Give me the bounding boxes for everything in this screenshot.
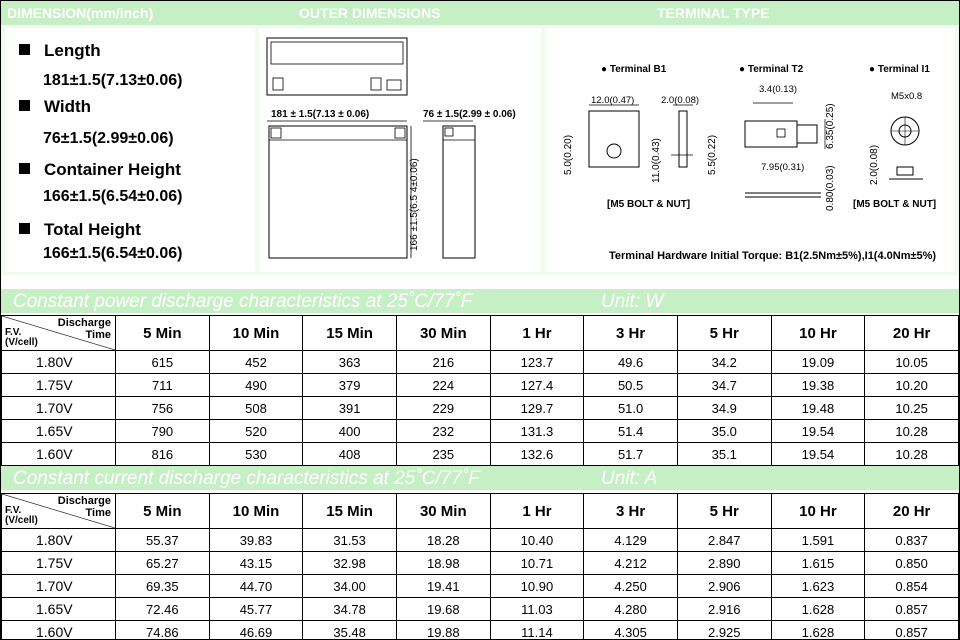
table-cell: 391 bbox=[303, 397, 397, 420]
table-cell: 229 bbox=[396, 397, 490, 420]
table-cell: 216 bbox=[396, 351, 490, 374]
column-header: 10 Min bbox=[209, 494, 303, 529]
b1-thickness-dim: 2.0(0.08) bbox=[661, 95, 700, 106]
table-cell: 4.280 bbox=[584, 598, 678, 621]
table-cell: 1.623 bbox=[771, 575, 865, 598]
table-cell: 10.40 bbox=[490, 529, 584, 552]
table-cell: 65.27 bbox=[116, 552, 210, 575]
final-voltage-cell: 1.80V bbox=[2, 351, 116, 374]
dimension-area bbox=[1, 25, 959, 275]
outer-width-dim: 76 ± 1.5(2.99 ± 0.06) bbox=[423, 109, 516, 120]
current-corner-cell: Discharge Time F.V. (V/cell) bbox=[2, 494, 116, 529]
table-cell: 127.4 bbox=[490, 374, 584, 397]
table-cell: 46.69 bbox=[209, 621, 303, 640]
table-cell: 508 bbox=[209, 397, 303, 420]
table-row bbox=[2, 374, 959, 397]
column-header: 20 Hr bbox=[865, 316, 959, 351]
current-table-unit: Unit: A bbox=[601, 468, 658, 489]
final-voltage-cell: 1.75V bbox=[2, 552, 116, 575]
current-table-title: Constant current discharge characteristics at 25˚C/77˚F bbox=[13, 468, 480, 489]
table-cell: 10.05 bbox=[865, 351, 959, 374]
final-voltage-cell: 1.65V bbox=[2, 598, 116, 621]
table-cell: 18.28 bbox=[396, 529, 490, 552]
table-cell: 1.591 bbox=[771, 529, 865, 552]
column-header: 15 Min bbox=[303, 316, 397, 351]
table-cell: 19.41 bbox=[396, 575, 490, 598]
t2-top-dim: 3.4(0.13) bbox=[759, 84, 798, 95]
table-cell: 19.54 bbox=[771, 420, 865, 443]
table-cell: 19.09 bbox=[771, 351, 865, 374]
total-height-heading: Total Height bbox=[19, 220, 141, 240]
i1-bolt-dim: M5x0.8 bbox=[891, 91, 923, 102]
table-cell: 131.3 bbox=[490, 420, 584, 443]
table-cell: 452 bbox=[209, 351, 303, 374]
outer-dimensions-title: OUTER DIMENSIONS bbox=[299, 5, 441, 21]
terminal-type-title: TERMINAL TYPE bbox=[657, 5, 770, 21]
table-cell: 615 bbox=[116, 351, 210, 374]
final-voltage-cell: 1.80V bbox=[2, 529, 116, 552]
table-cell: 0.857 bbox=[865, 621, 959, 640]
table-cell: 0.850 bbox=[865, 552, 959, 575]
power-table-title: Constant power discharge characteristics at 25˚C/77˚F bbox=[13, 291, 473, 312]
dimension-title: DIMENSION(mm/inch) bbox=[7, 5, 154, 21]
terminal-i1-title: ● Terminal I1 bbox=[869, 64, 930, 75]
table-cell: 2.890 bbox=[677, 552, 771, 575]
t2-thickness-dim: 0.80(0.03) bbox=[825, 165, 836, 211]
power-corner-cell: Discharge Time F.V. (V/cell) bbox=[2, 316, 116, 351]
final-voltage-cell: 1.65V bbox=[2, 420, 116, 443]
table-cell: 235 bbox=[396, 443, 490, 466]
table-cell: 74.86 bbox=[116, 621, 210, 640]
final-voltage-cell: 1.70V bbox=[2, 397, 116, 420]
column-header: 1 Hr bbox=[490, 494, 584, 529]
b1-hole-dim: 5.0(0.20) bbox=[563, 134, 574, 175]
column-header: 10 Hr bbox=[771, 316, 865, 351]
column-header: 5 Hr bbox=[677, 316, 771, 351]
terminal-t2-title: ● Terminal T2 bbox=[739, 64, 804, 75]
table-cell: 10.71 bbox=[490, 552, 584, 575]
table-row bbox=[2, 575, 959, 598]
table-row bbox=[2, 598, 959, 621]
width-value: 76±1.5(2.99±0.06) bbox=[43, 130, 174, 147]
table-cell: 31.53 bbox=[303, 529, 397, 552]
table-cell: 4.305 bbox=[584, 621, 678, 640]
table-cell: 408 bbox=[303, 443, 397, 466]
table-cell: 39.83 bbox=[209, 529, 303, 552]
header-bar bbox=[1, 1, 959, 25]
column-header: 30 Min bbox=[396, 494, 490, 529]
table-cell: 34.7 bbox=[677, 374, 771, 397]
table-cell: 490 bbox=[209, 374, 303, 397]
total-height-value: 166±1.5(6.54±0.06) bbox=[43, 245, 183, 262]
table-cell: 49.6 bbox=[584, 351, 678, 374]
table-cell: 232 bbox=[396, 420, 490, 443]
table-cell: 2.906 bbox=[677, 575, 771, 598]
table-cell: 10.90 bbox=[490, 575, 584, 598]
b1-side-dim: 5.5(0.22) bbox=[707, 134, 718, 175]
table-cell: 2.925 bbox=[677, 621, 771, 640]
outer-length-dim: 181 ± 1.5(7.13 ± 0.06) bbox=[271, 109, 370, 120]
b1-width-dim: 12.0(0.47) bbox=[591, 95, 635, 106]
table-cell: 2.916 bbox=[677, 598, 771, 621]
table-cell: 34.00 bbox=[303, 575, 397, 598]
table-cell: 55.37 bbox=[116, 529, 210, 552]
column-header: 10 Hr bbox=[771, 494, 865, 529]
table-row bbox=[2, 351, 959, 374]
container-height-heading: Container Height bbox=[19, 160, 181, 180]
table-cell: 51.4 bbox=[584, 420, 678, 443]
current-table-bar bbox=[1, 466, 959, 490]
column-header: 3 Hr bbox=[584, 494, 678, 529]
i1-note: [M5 BOLT & NUT] bbox=[853, 199, 937, 210]
table-cell: 10.28 bbox=[865, 443, 959, 466]
table-cell: 18.98 bbox=[396, 552, 490, 575]
column-header: 1 Hr bbox=[490, 316, 584, 351]
table-cell: 123.7 bbox=[490, 351, 584, 374]
container-height-value: 166±1.5(6.54±0.06) bbox=[43, 188, 183, 205]
final-voltage-cell: 1.70V bbox=[2, 575, 116, 598]
torque-note: Terminal Hardware Initial Torque: B1(2.5Nm±5%),I1(4.0Nm±5%) bbox=[609, 250, 937, 262]
power-table-unit: Unit: W bbox=[601, 291, 664, 312]
table-cell: 11.03 bbox=[490, 598, 584, 621]
table-row bbox=[2, 529, 959, 552]
table-row bbox=[2, 443, 959, 466]
table-cell: 0.854 bbox=[865, 575, 959, 598]
table-cell: 34.9 bbox=[677, 397, 771, 420]
table-cell: 711 bbox=[116, 374, 210, 397]
table-cell: 19.48 bbox=[771, 397, 865, 420]
column-header: 5 Min bbox=[116, 316, 210, 351]
table-cell: 1.628 bbox=[771, 621, 865, 640]
column-header: 3 Hr bbox=[584, 316, 678, 351]
t2-width-dim: 7.95(0.31) bbox=[761, 162, 805, 173]
table-row bbox=[2, 397, 959, 420]
power-discharge-table bbox=[1, 315, 959, 466]
column-header: 5 Hr bbox=[677, 494, 771, 529]
i1-thickness-dim: 2.0(0.08) bbox=[869, 144, 880, 185]
column-header: 10 Min bbox=[209, 316, 303, 351]
length-heading: Length bbox=[19, 41, 101, 61]
table-cell: 4.250 bbox=[584, 575, 678, 598]
terminal-t2-drawing bbox=[737, 85, 837, 205]
table-cell: 35.48 bbox=[303, 621, 397, 640]
table-cell: 0.857 bbox=[865, 598, 959, 621]
table-cell: 32.98 bbox=[303, 552, 397, 575]
table-cell: 1.628 bbox=[771, 598, 865, 621]
table-cell: 400 bbox=[303, 420, 397, 443]
table-cell: 1.615 bbox=[771, 552, 865, 575]
b1-height-dim: 11.0(0.43) bbox=[651, 138, 662, 183]
table-cell: 363 bbox=[303, 351, 397, 374]
table-cell: 4.212 bbox=[584, 552, 678, 575]
table-cell: 35.1 bbox=[677, 443, 771, 466]
table-row bbox=[2, 621, 959, 640]
table-cell: 51.7 bbox=[584, 443, 678, 466]
table-row bbox=[2, 552, 959, 575]
battery-outline-drawing bbox=[259, 28, 541, 272]
table-cell: 19.38 bbox=[771, 374, 865, 397]
table-cell: 69.35 bbox=[116, 575, 210, 598]
table-cell: 45.77 bbox=[209, 598, 303, 621]
table-cell: 34.2 bbox=[677, 351, 771, 374]
width-heading: Width bbox=[19, 97, 91, 117]
table-cell: 19.54 bbox=[771, 443, 865, 466]
table-cell: 44.70 bbox=[209, 575, 303, 598]
column-header: 5 Min bbox=[116, 494, 210, 529]
table-cell: 51.0 bbox=[584, 397, 678, 420]
table-cell: 35.0 bbox=[677, 420, 771, 443]
table-cell: 224 bbox=[396, 374, 490, 397]
current-discharge-table bbox=[1, 493, 959, 640]
table-cell: 43.15 bbox=[209, 552, 303, 575]
table-cell: 2.847 bbox=[677, 529, 771, 552]
table-cell: 19.68 bbox=[396, 598, 490, 621]
final-voltage-cell: 1.60V bbox=[2, 443, 116, 466]
b1-note: [M5 BOLT & NUT] bbox=[607, 199, 691, 210]
final-voltage-cell: 1.60V bbox=[2, 621, 116, 640]
table-cell: 129.7 bbox=[490, 397, 584, 420]
table-row bbox=[2, 420, 959, 443]
table-cell: 756 bbox=[116, 397, 210, 420]
table-cell: 132.6 bbox=[490, 443, 584, 466]
column-header: 20 Hr bbox=[865, 494, 959, 529]
table-cell: 19.88 bbox=[396, 621, 490, 640]
table-cell: 34.78 bbox=[303, 598, 397, 621]
table-cell: 379 bbox=[303, 374, 397, 397]
table-cell: 816 bbox=[116, 443, 210, 466]
final-voltage-cell: 1.75V bbox=[2, 374, 116, 397]
table-cell: 50.5 bbox=[584, 374, 678, 397]
table-cell: 11.14 bbox=[490, 621, 584, 640]
power-table-bar bbox=[1, 289, 959, 313]
table-cell: 72.46 bbox=[116, 598, 210, 621]
table-cell: 0.837 bbox=[865, 529, 959, 552]
table-cell: 10.20 bbox=[865, 374, 959, 397]
length-value: 181±1.5(7.13±0.06) bbox=[43, 72, 183, 89]
table-cell: 10.28 bbox=[865, 420, 959, 443]
outer-height-dim: 166 ±1.5(6.5 4±0.06) bbox=[409, 158, 420, 251]
table-cell: 530 bbox=[209, 443, 303, 466]
table-cell: 4.129 bbox=[584, 529, 678, 552]
t2-height-dim: 6.35(0.25) bbox=[825, 103, 836, 149]
column-header: 30 Min bbox=[396, 316, 490, 351]
column-header: 15 Min bbox=[303, 494, 397, 529]
table-cell: 520 bbox=[209, 420, 303, 443]
terminal-b1-title: ● Terminal B1 bbox=[601, 64, 667, 75]
table-cell: 790 bbox=[116, 420, 210, 443]
table-cell: 10.25 bbox=[865, 397, 959, 420]
